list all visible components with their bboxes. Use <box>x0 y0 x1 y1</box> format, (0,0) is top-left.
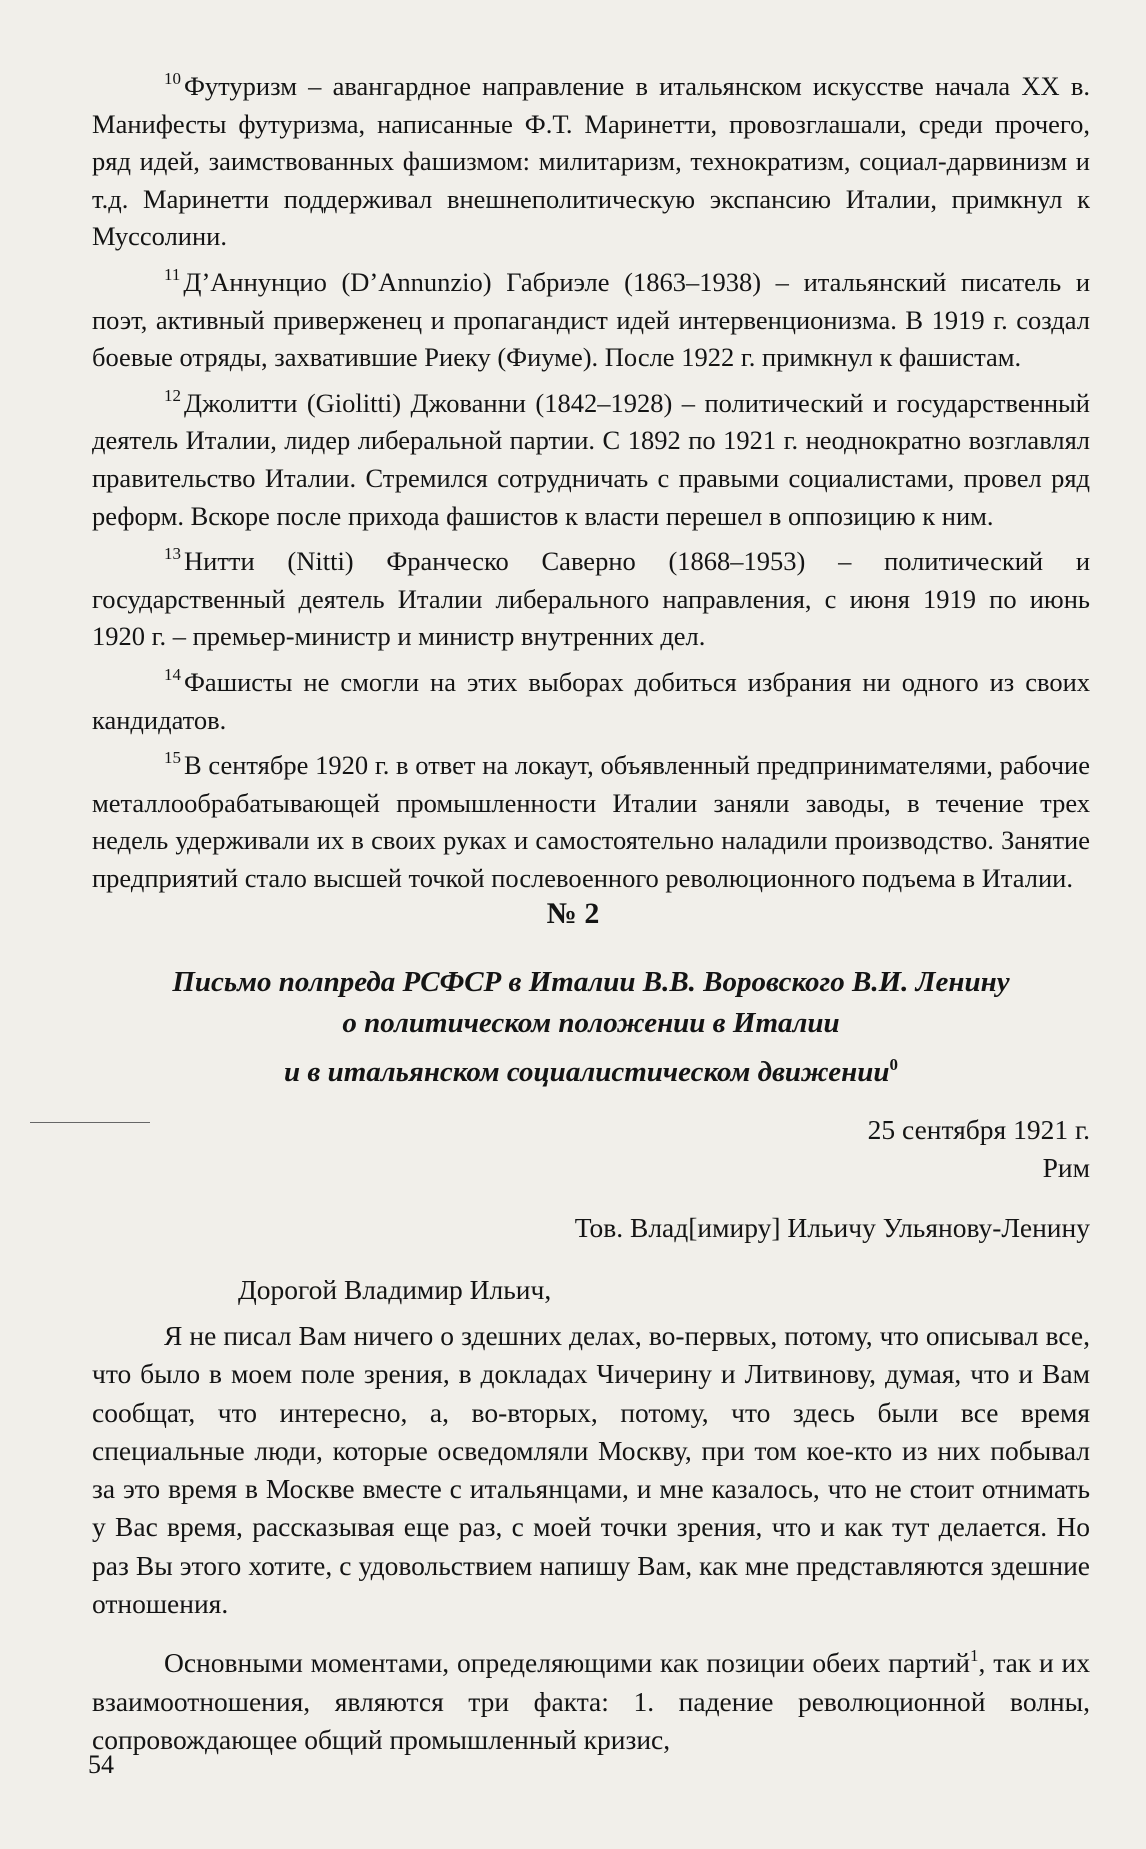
letter-dateline <box>868 1111 1090 1187</box>
title-line-3 <box>92 1044 1090 1093</box>
footnote-11 <box>92 256 1090 377</box>
title-line-2: о политическом положении в Италии <box>342 1007 840 1039</box>
footnote-text: В сентябре 1920 г. в ответ на локаут, объявленный предпринимателями, рабочие металлообрабатывающей промышленности Италии заняли заводы, в течение трех недель удерживали их в своих руках и самостоятельно наладили производство. Занятие предприятий стало высшей точкой послевоенного революционного подъема в Италии. <box>92 750 1090 893</box>
letter-greeting: Дорогой Владимир Ильич, <box>238 1274 552 1305</box>
footnotes <box>92 60 1090 897</box>
footnote-text: Нитти (Nitti) Франческо Саверно (1868–1953) – политический и государственный деятель Италии либерального направления, с июня 1919 по июнь 1920 г. – премьер-министр и министр внутренних дел. <box>92 546 1090 652</box>
letter-addressee: Тов. Влад[имиру] Ильичу Ульянову-Ленину <box>574 1212 1090 1243</box>
title-line-1: Письмо полпреда РСФСР в Италии В.В. Воровского В.И. Ленину <box>172 966 1010 998</box>
page-number: 54 <box>88 1750 114 1779</box>
title-note-marker: 0 <box>889 1055 899 1074</box>
footnote-15 <box>92 739 1090 897</box>
footnote-number: 13 <box>164 544 181 564</box>
document-number: № 2 <box>546 897 600 930</box>
letter-body <box>92 1317 1090 1759</box>
letter-place: Рим <box>1042 1152 1090 1183</box>
footnote-13 <box>92 535 1090 656</box>
letter-paragraph-2 <box>92 1637 1090 1759</box>
footnote-text: Д’Аннунцио (D’Annunzio) Габриэле (1863–1938) – итальянский писатель и поэт, активный приверженец и пропагандист идей интервенционизма. В 1919 г. создал боевые отряды, захватившие Риеку (Фиуме). После 1922 г. примкнул к фашистам. <box>92 266 1090 373</box>
footnote-10 <box>92 60 1090 256</box>
footnote-number: 12 <box>164 385 181 405</box>
footnote-12 <box>92 377 1090 535</box>
footnote-number: 15 <box>164 748 181 768</box>
paragraph-2-end: , так и их взаимоотношения, являются три факта: 1. падение революционной волны, сопровождающее общий промышленный кризис, <box>92 1647 1090 1755</box>
letter-date: 25 сентября 1921 г. <box>867 1114 1090 1145</box>
footnote-14 <box>92 656 1090 739</box>
footnote-text: Фашисты не смогли на этих выборах добиться избрания ни одного из своих кандидатов. <box>92 666 1090 735</box>
footnote-number: 10 <box>164 69 181 88</box>
document-title <box>92 962 1090 1093</box>
title-line-3-text: и в итальянском социалистическом движении <box>283 1056 890 1088</box>
paragraph-2-note-marker: 1 <box>970 1646 979 1666</box>
paragraph-2-start: Основными моментами, определяющими как позиции обеих партий <box>164 1647 971 1679</box>
footnote-text: Джолитти (Giolitti) Джованни (1842–1928) – политический и государственный деятель Италии, лидер либеральной партии. С 1892 по 1921 г. неоднократно возглавлял правительство Италии. Стремился сотрудничать с правыми социалистами, провел ряд реформ. Вскоре после прихода фашистов к власти перешел в оппозицию к ним. <box>92 387 1090 531</box>
footnote-number: 14 <box>164 664 181 684</box>
footnote-number: 11 <box>164 264 181 284</box>
margin-divider <box>30 1122 150 1123</box>
letter-paragraph-1: Я не писал Вам ничего о здешних делах, во-первых, потому, что описывал все, что было в моем поле зрения, в докладах Чичерину и Литвинову, думая, что и Вам сообщат, что интересно, а, во-вторых, потому, что здесь были все время специальные люди, которые осведомляли Москву, при том кое-кто из них побывал за это время в Москве вместе с итальянцами, и мне казалось, что не стоит отнимать у Вас время, рассказывая еще раз, с моей точки зрения, что и как тут делается. Но раз Вы этого хотите, с удовольствием напишу Вам, как мне представляются здешние отношения. <box>92 1320 1090 1620</box>
footnote-text: Футуризм – авангардное направление в итальянском искусстве начала XX в. Манифесты футуризма, написанные Ф.Т. Маринетти, провозглашали, среди прочего, ряд идей, заимствованных фашизмом: милитаризм, технократизм, социал-дарвинизм и т.д. Маринетти поддерживал внешнеполитическую экспансию Италии, примкнул к Муссолини. <box>92 71 1090 252</box>
